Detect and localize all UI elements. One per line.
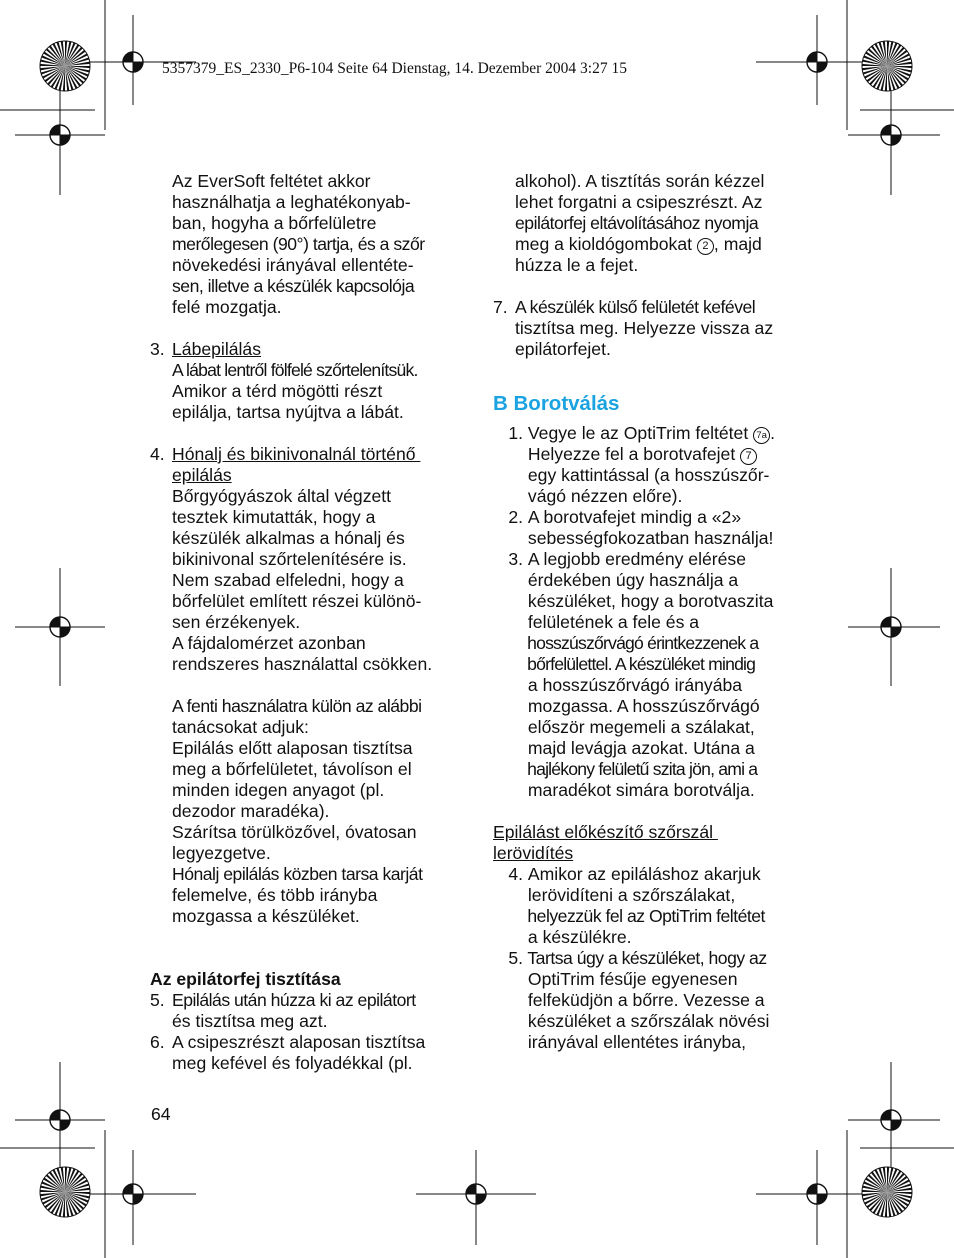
list-item-4: 4. Hónalj és bikinivonalnál történő epilálás Bőrgyógyászok által végzett tesztek kimutatták, hogy a készülék alkalmas a hónalj és bikinivonal szőrtelenítésére is. Nem szabad elfeledni, hogy a bőrfelület említett részei különö- sen érzékenyek. A fájdalomérzet azonban rendszeres használattal csökken. — [150, 444, 462, 675]
list-item-b2: 2. A borotvafejet mindig a «2» sebességfokozatban használja! — [508, 507, 774, 548]
subsection-heading: Az epilátorfej tisztítása — [150, 969, 341, 989]
list-item-b4: 4. Amikor az epiláláshoz akarjuk lerövidíteni a szőrszálakat, helyezzük fel az OptiTrim feltétet a készülékre. — [508, 864, 765, 947]
intro-paragraph: Az EverSoft feltétet akkor használhatja a leghatékonyab- ban, hogyha a bőrfelületre merőlegesen (90°) tartja, és a szőr növekedési irányával ellentéte- sen, illetve a készülék kapcsolója felé mozgatja. — [172, 171, 425, 317]
left-column — [150, 171, 462, 1074]
list-item-b1: 1. Vegye le az OptiTrim feltétet 7a . Helyezze fel a borotvafejet 7 egy kattintással (a hosszúszőr- vágó nézzen előre). — [508, 423, 776, 506]
list-item-6: 6. A csipeszrészt alaposan tisztítsa meg kefével és folyadékkal (pl. — [150, 1032, 426, 1073]
continued-paragraph: alkohol). A tisztítás során kézzel lehet forgatni a csipeszrészt. Az epilátorfej eltávolításához nyomja meg a kioldógombokat 2 , majd húzza le a fejet. — [515, 171, 765, 275]
list-item-b5: 5. Tartsa úgy a készüléket, hogy az OptiTrim fésűje egyenesen felfeküdjön a bőrre. Vezesse a készüléket a szőrszálak növési irányával ellentétes irányba, — [508, 948, 770, 1052]
item-title: Lábepilálás — [172, 339, 262, 359]
list-item-5: 5. Epilálás után húzza ki az epilátort és tisztítsa meg azt. — [150, 990, 416, 1031]
section-heading: B Borotválás — [493, 392, 620, 415]
advice-paragraph: A fenti használatra külön az alábbi tanácsokat adjuk: Epilálás előtt alaposan tisztítsa meg a bőrfelületet, távolíson el minden idegen anyagot (pl. dezodor maradéka). Szárítsa törülközővel, óvatosan legyezgetve. Hónalj epilálás közben tarsa karját felemelve, és több irányba mozgassa a készüléket. — [172, 696, 423, 926]
right-column: alkohol). A tisztítás során kézzel lehet forgatni a csipeszrészt. Az epilátorfej eltávolításához nyomja meg a kioldógombokat 2 , majd húzza le a fejet. 7. A készülék külső felületét kefével tisztítsa meg. Helyezze vissza az epilátorfejet. B Borotválás 1. Vegye le az OptiTrim feltétet 7a . Helyezze fel a borotvafejet 7 egy kattintással (a hosszúszőr- vágó nézzen előre). 2. A borotvafejet mindig a «2» sebességfokozatban használja! 3. A legjobb eredmény elérése érdekében úgy használja a készüléket, hogy a borotvaszita felületének a fele és a hosszúszőrvágó érintkezzenek a bőrfelülettel. A készüléket mindig a hosszúszőrvágó irányába mozgassa. A hosszúszőrvágó először megemeli a szálakat, majd levágja azokat. Utána a hajlékony felületű szita jön, ami a maradékot simára borotválja. Epilálást előkészítő szőrszál lerövidítés 4. Amikor az epiláláshoz akarjuk lerövidíteni a szőrszálakat, helyezzük fel az OptiTrim feltétet a készülékre. 5. Tartsa úgy a készüléket, hogy az OptiTrim fésűje egyenesen felfeküdjön a bőrre. Vezesse a készüléket a szőrszálak növési irányával ellentétes irányba, — [493, 171, 801, 1053]
list-item-7: 7. A készülék külső felületét kefével tisztítsa meg. Helyezze vissza az epilátorfejet. — [493, 297, 774, 359]
page-number: 64 — [151, 1104, 171, 1124]
list-item-3: 3. Lábepilálás A lábat lentről fölfelé szőrtelenítsük. Amikor a térd mögötti részt epilálja, tartsa nyújtva a lábát. — [150, 339, 462, 423]
ref-number-icon: 7 — [740, 448, 757, 465]
ref-number-icon: 7a — [753, 427, 770, 444]
subsection-heading: Epilálást előkészítő szőrszál — [493, 822, 718, 842]
print-slug: 5357379_ES_2330_P6-104 Seite 64 Dienstag, 14. Dezember 2004 3:27 15 — [162, 60, 627, 77]
item-title: Hónalj és bikinivonalnál történő — [172, 444, 421, 464]
ref-number-icon: 2 — [697, 238, 714, 255]
list-item-b3: 3. A legjobb eredmény elérése érdekében úgy használja a készüléket, hogy a borotvaszita felületének a fele és a hosszúszőrvágó érintkezzenek a bőrfelülettel. A készüléket mindig a hosszúszőrvágó irányába mozgassa. A hosszúszőrvágó először megemeli a szálakat, majd levágja azokat. Utána a hajlékony felületű szita jön, ami a maradékot simára borotválja. — [508, 549, 774, 800]
